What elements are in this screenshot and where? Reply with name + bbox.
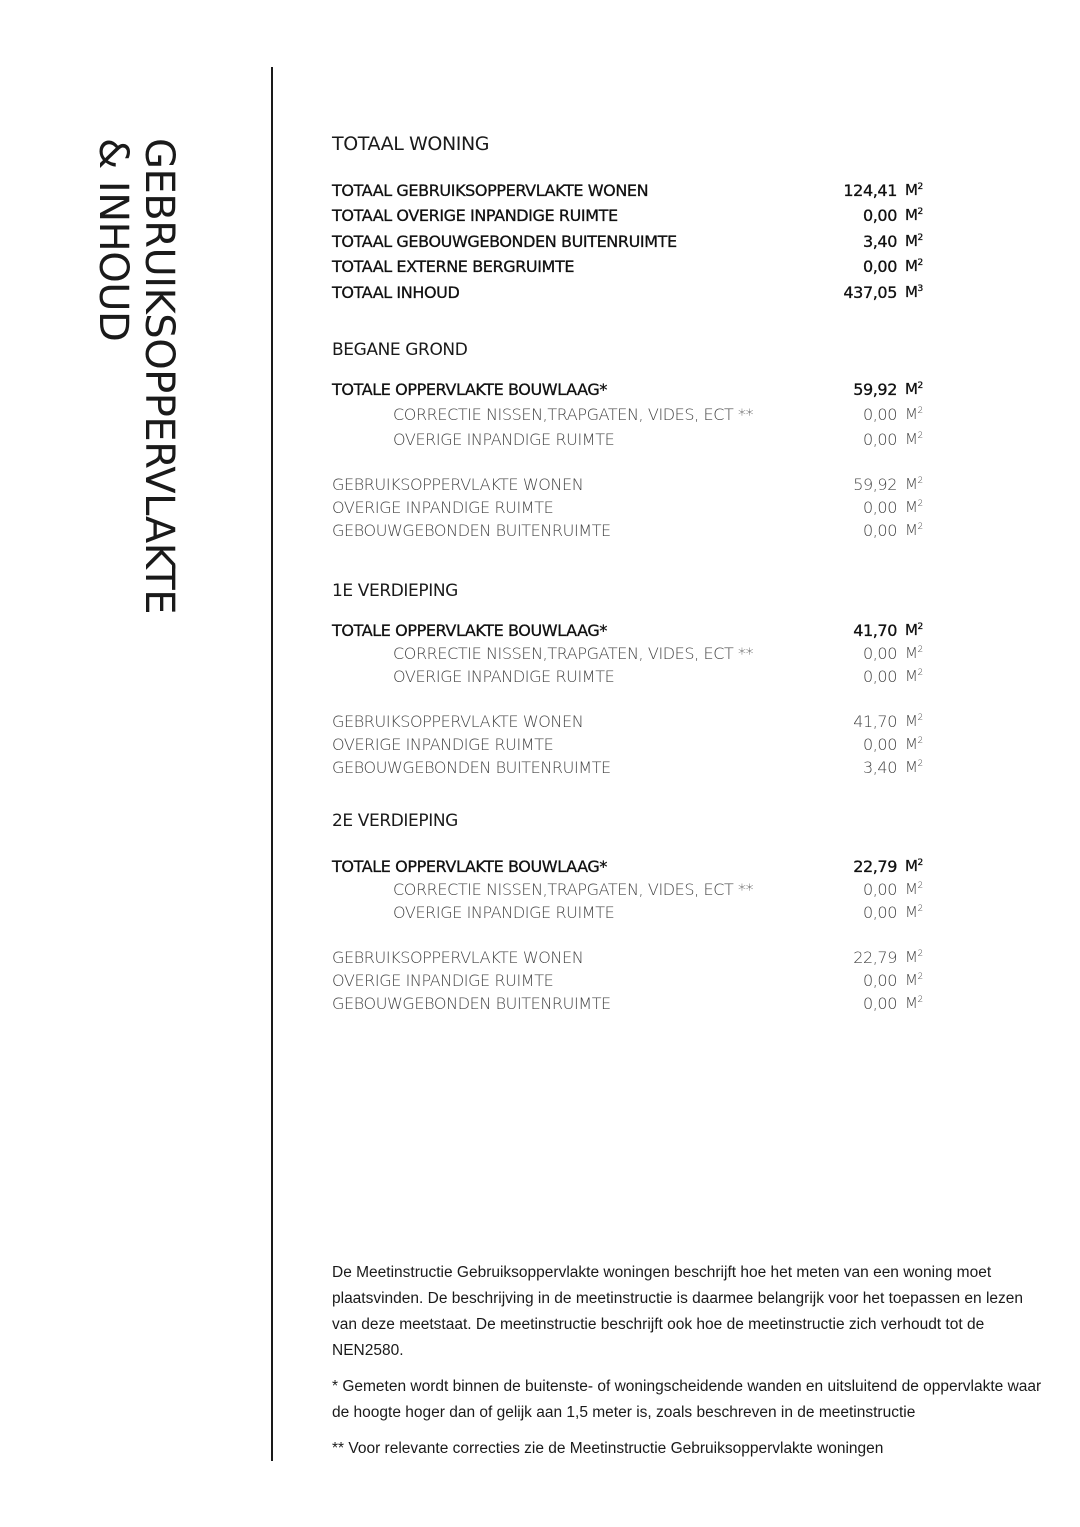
totaal-row <box>332 181 932 203</box>
summary-row <box>332 712 932 734</box>
totaal-row <box>332 206 932 228</box>
correction-row <box>332 903 932 925</box>
row-label: TOTAAL GEBOUWGEBONDEN BUITENRUIMTE <box>332 232 677 251</box>
correction-row <box>332 880 932 902</box>
row-label: TOTALE OPPERVLAKTE BOUWLAAG* <box>332 857 607 876</box>
row-value: 0,00 <box>862 257 897 276</box>
row-label: GEBOUWGEBONDEN BUITENRUIMTE <box>332 521 611 540</box>
row-value: 41,70 <box>853 621 897 640</box>
row-value: 41,70 <box>853 712 897 731</box>
row-unit: $M^2$ <box>905 257 923 275</box>
row-value: 59,92 <box>853 475 897 494</box>
row-value: 0,00 <box>862 903 897 922</box>
row-value: 22,79 <box>853 857 897 876</box>
row-unit: $M^2$ <box>905 430 923 448</box>
row-unit: $M^2$ <box>905 206 923 224</box>
summary-row <box>332 521 932 543</box>
summary-row <box>332 475 932 497</box>
row-value: 0,00 <box>862 405 897 424</box>
totaal-row <box>332 232 932 254</box>
correction-row <box>332 405 932 427</box>
correction-row <box>332 667 932 689</box>
section-title-floor: 1E VERDIEPING <box>332 581 458 601</box>
row-label: GEBOUWGEBONDEN BUITENRUIMTE <box>332 994 611 1013</box>
note-asterisk: * Gemeten wordt binnen de buitenste- of woningscheidende wanden en uitsluitend de oppervlakte waar de hoogte hoger dan of gelijk aan 1,5 meter is, zoals beschreven in de meetinstructie <box>332 1378 1042 1421</box>
row-label: OVERIGE INPANDIGE RUIMTE <box>393 430 615 449</box>
row-label: TOTAAL INHOUD <box>332 283 460 302</box>
row-value: 0,00 <box>862 521 897 540</box>
row-label: OVERIGE INPANDIGE RUIMTE <box>393 903 615 922</box>
floor-total-row <box>332 621 932 643</box>
row-label: OVERIGE INPANDIGE RUIMTE <box>332 971 554 990</box>
row-value: 22,79 <box>853 948 897 967</box>
row-value: 0,00 <box>862 880 897 899</box>
totaal-row <box>332 257 932 279</box>
row-unit: $M^2$ <box>905 498 923 516</box>
row-label: CORRECTIE NISSEN,TRAPGATEN, VIDES, ECT ** <box>393 644 754 663</box>
row-unit: $M^2$ <box>905 621 923 639</box>
row-value: 0,00 <box>862 994 897 1013</box>
row-unit: $M^3$ <box>905 283 923 301</box>
row-value: 3,40 <box>862 758 897 777</box>
row-label: GEBRUIKSOPPERVLAKTE WONEN <box>332 948 584 967</box>
row-value: 0,00 <box>862 644 897 663</box>
row-unit: $M^2$ <box>905 405 923 423</box>
row-unit: $M^2$ <box>905 880 923 898</box>
totaal-row <box>332 283 932 305</box>
row-value: 0,00 <box>862 430 897 449</box>
row-label: GEBRUIKSOPPERVLAKTE WONEN <box>332 712 584 731</box>
row-value: 0,00 <box>862 206 897 225</box>
row-label: OVERIGE INPANDIGE RUIMTE <box>393 667 615 686</box>
row-label: TOTALE OPPERVLAKTE BOUWLAAG* <box>332 621 607 640</box>
row-label: TOTAAL OVERIGE INPANDIGE RUIMTE <box>332 206 618 225</box>
row-label: CORRECTIE NISSEN,TRAPGATEN, VIDES, ECT ** <box>393 405 754 424</box>
row-unit: $M^2$ <box>905 232 923 250</box>
row-unit: $M^2$ <box>905 971 923 989</box>
side-title-line1: GEBRUIKSOPPERVLAKTE <box>136 138 182 615</box>
row-label: GEBRUIKSOPPERVLAKTE WONEN <box>332 475 584 494</box>
section-title-floor: BEGANE GROND <box>332 340 468 360</box>
row-value: 59,92 <box>853 380 897 399</box>
side-title-line2: & INHOUD <box>90 138 136 342</box>
row-value: 0,00 <box>862 735 897 754</box>
row-unit: $M^2$ <box>905 521 923 539</box>
row-unit: $M^2$ <box>905 181 923 199</box>
summary-row <box>332 971 932 993</box>
row-value: 3,40 <box>862 232 897 251</box>
row-value: 437,05 <box>843 283 897 302</box>
row-unit: $M^2$ <box>905 475 923 493</box>
row-unit: $M^2$ <box>905 380 923 398</box>
footnotes <box>332 1260 1052 1472</box>
floor-total-row <box>332 380 932 402</box>
summary-row <box>332 735 932 757</box>
row-unit: $M^2$ <box>905 994 923 1012</box>
summary-row <box>332 498 932 520</box>
row-unit: $M^2$ <box>905 667 923 685</box>
summary-row <box>332 994 932 1016</box>
section-title-floor: 2E VERDIEPING <box>332 811 458 831</box>
row-label: CORRECTIE NISSEN,TRAPGATEN, VIDES, ECT ** <box>393 880 754 899</box>
row-label: GEBOUWGEBONDEN BUITENRUIMTE <box>332 758 611 777</box>
row-value: 0,00 <box>862 667 897 686</box>
row-label: TOTAAL GEBRUIKSOPPERVLAKTE WONEN <box>332 181 649 200</box>
row-unit: $M^2$ <box>905 644 923 662</box>
row-label: TOTALE OPPERVLAKTE BOUWLAAG* <box>332 380 607 399</box>
row-unit: $M^2$ <box>905 948 923 966</box>
vertical-divider <box>271 67 273 1461</box>
note-intro: De Meetinstructie Gebruiksoppervlakte woningen beschrijft hoe het meten van een woning moet plaatsvinden. De beschrijving in de meetinstructie is daarmee belangrijk voor het toepassen en lezen van deze meetstaat. De meetinstructie beschrijft ook hoe de meetinstructie zich verhoudt tot de NEN2580. <box>332 1264 1024 1359</box>
summary-row <box>332 758 932 780</box>
section-title-totaal: TOTAAL WONING <box>332 133 490 155</box>
row-unit: $M^2$ <box>905 712 923 730</box>
row-value: 0,00 <box>862 971 897 990</box>
note-double-asterisk: ** Voor relevante correcties zie de Meetinstructie Gebruiksoppervlakte woningen <box>332 1440 884 1457</box>
row-value: 124,41 <box>843 181 897 200</box>
row-value: 0,00 <box>862 498 897 517</box>
summary-row <box>332 948 932 970</box>
row-unit: $M^2$ <box>905 857 923 875</box>
row-label: TOTAAL EXTERNE BERGRUIMTE <box>332 257 575 276</box>
row-unit: $M^2$ <box>905 735 923 753</box>
side-title <box>92 138 182 678</box>
correction-row <box>332 644 932 666</box>
correction-row <box>332 430 932 452</box>
row-label: OVERIGE INPANDIGE RUIMTE <box>332 498 554 517</box>
row-label: OVERIGE INPANDIGE RUIMTE <box>332 735 554 754</box>
row-unit: $M^2$ <box>905 903 923 921</box>
floor-total-row <box>332 857 932 879</box>
row-unit: $M^2$ <box>905 758 923 776</box>
